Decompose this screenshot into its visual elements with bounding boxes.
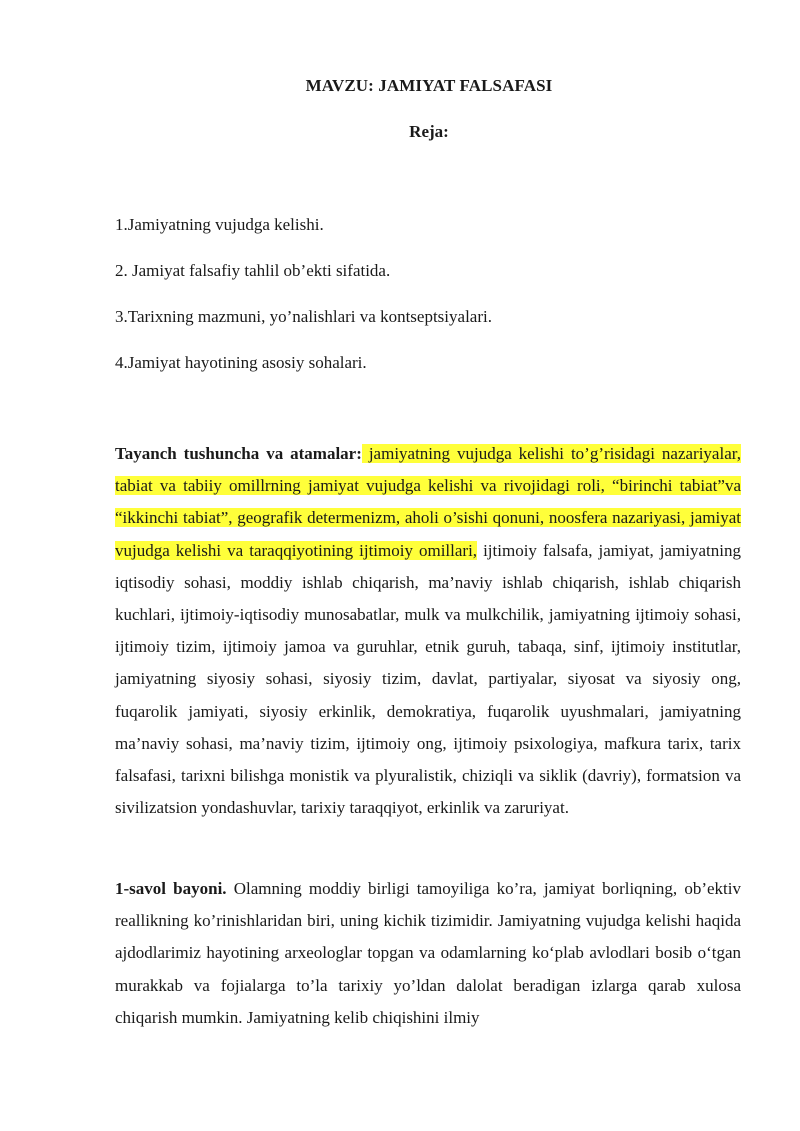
section1-label: 1-savol bayoni. (115, 879, 227, 898)
key-terms-label: Tayanch tushuncha va atamalar: (115, 444, 362, 463)
section1-text: Olamning moddiy birligi tamoyiliga ko’ra, jamiyat borliqning, ob’ektiv reallikning ko’rinishlaridan biri, uning kichik tizimidir. Jamiyatning vujudga kelishi haqida ajdodlarimiz hayotining arxeologlar topgan va odamlarning ko‘plab avlodlari bosib o‘tgan murakkab va fojialarga to’la tarixiy yo’ldan dalolat beradigan izlarga qarab xulosa chiqarish mumkin. Jamiyatning kelib chiqishini ilmiy (115, 879, 741, 1027)
plan-item: 4.Jamiyat hayotining asosiy sohalari. (115, 353, 367, 372)
key-terms-text: ijtimoiy falsafa, jamiyat, jamiyatning iqtisodiy sohasi, moddiy ishlab chiqarish, ma’naviy ishlab chiqarish, ishlab chiqarish kuchlari, ijtimoiy-iqtisodiy munosabatlar, mulk va mulkchilik, jamiyatning ijtimoiy sohasi, ijtimoiy tizim, ijtimoiy jamoa va guruhlar, etnik guruh, tabaqa, sinf, ijtimoiy institutlar, jamiyatning siyosiy sohasi, siyosiy tizim, davlat, partiyalar, siyosat va siyosiy ong, fuqarolik jamiyati, siyosiy erkinlik, demokratiya, fuqarolik uyushmalari, jamiyatning ma’naviy sohasi, ma’naviy tizim, ijtimoiy ong, ijtimoiy psixologiya, mafkura tarix, tarix falsafasi, tarixni bilishga monistik va plyuralistik, chiziqli va siklik (davriy), formatsion va sivilizatsion yondashuvlar, tarixiy taraqqiyot, erkinlik va zaruriyat. (115, 540, 741, 818)
key-terms-paragraph (115, 438, 741, 824)
plan-item: 2. Jamiyat falsafiy tahlil ob’ekti sifatida. (115, 261, 391, 280)
plan-item: 3.Tarixning mazmuni, yo’nalishlari va kontseptsiyalari. (115, 307, 492, 326)
plan-item: 1.Jamiyatning vujudga kelishi. (115, 215, 324, 234)
document-title: MAVZU: JAMIYAT FALSAFASI (305, 76, 553, 95)
section1-paragraph (115, 873, 741, 1034)
plan-list (115, 213, 492, 397)
plan-heading: Reja: (409, 122, 449, 141)
highlighted-terms: jamiyatning vujudga kelishi to’g’risidagi nazariyalar, tabiat va tabiiy omillrning jamiyat vujudga kelishi va rivojidagi roli, “birinchi tabiat”va “ikkinchi tabiat”, geografik determenizm, aholi o’sishi qonuni, noosfera nazariyasi, jamiyat vujudga kelishi va taraqqiyotining ijtimoiy omillari, (115, 444, 741, 560)
